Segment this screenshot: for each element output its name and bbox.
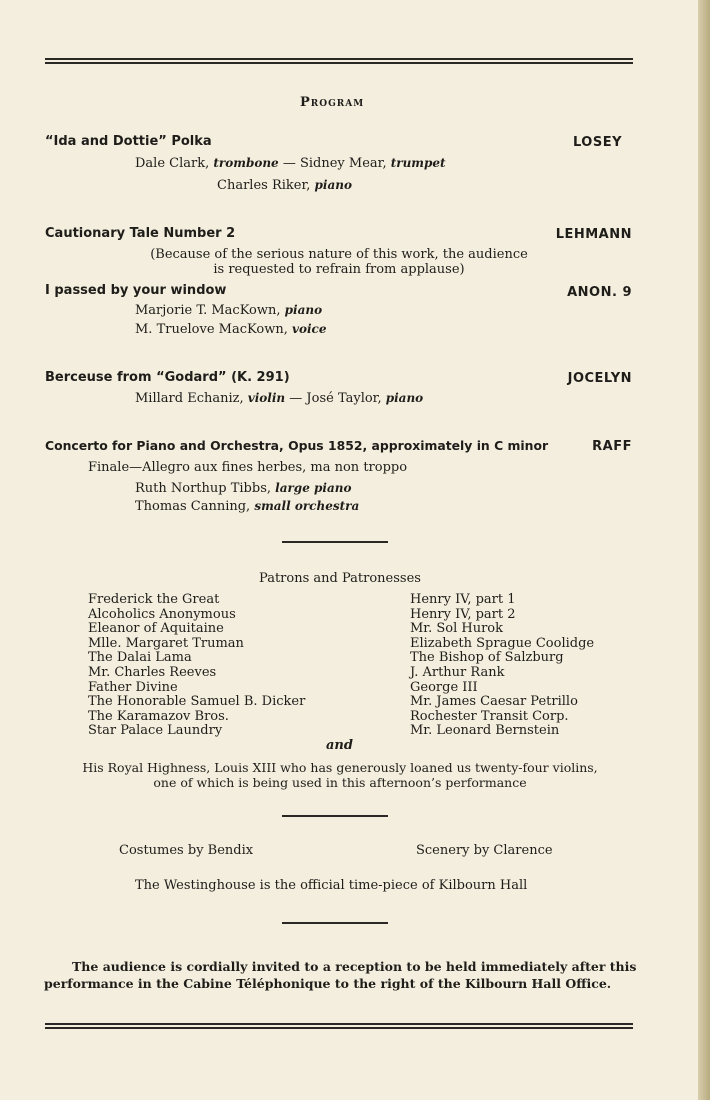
note-line: His Royal Highness, Louis XIII who has generously loaned us twenty-four violins, [82, 760, 598, 775]
performer-name: Marjorie T. MacKown, [135, 303, 285, 318]
performer-role: piano [284, 303, 323, 317]
patron-name: Henry IV, part 1 [410, 592, 516, 607]
performer-name: M. Truelove MacKown, [135, 322, 292, 337]
performer-line [135, 391, 423, 406]
and-conjunction: and [326, 738, 353, 753]
performer-name: Millard Echaniz, [135, 391, 248, 406]
performer-name: Charles Riker, [217, 178, 315, 193]
performer-name: José Taylor, [306, 391, 386, 406]
performer-line [135, 481, 351, 496]
costumes-credit: Costumes by Bendix [119, 843, 254, 858]
patron-name: Eleanor of Aquitaine [88, 621, 224, 637]
patron-name: Alcoholics Anonymous [88, 606, 236, 622]
patron-name: Henry IV, part 2 [410, 606, 516, 622]
performer-role: trumpet [390, 156, 446, 170]
performer-line [135, 303, 322, 318]
movement-line: Finale—Allegro aux fines herbes, ma non troppo [88, 460, 408, 475]
note-line: (Because of the serious nature of this work, the audience [150, 247, 528, 262]
patron-name: Star Palace Laundry [88, 723, 223, 739]
item-title: Berceuse from “Godard” (K. 291) [45, 370, 290, 385]
performer-role: voice [291, 322, 327, 336]
top-rule [45, 58, 633, 60]
item-composer: LEHMANN [555, 227, 632, 242]
item-composer: LOSEY [572, 135, 622, 150]
patron-name: Father Divine [88, 679, 178, 695]
section-divider [282, 922, 388, 924]
patrons-left-column [88, 593, 305, 739]
item-title: “Ida and Dottie” Polka [45, 134, 212, 149]
item-title: Concerto for Piano and Orchestra, Opus 1852, approximately in C minor [45, 438, 549, 453]
patron-name: The Karamazov Bros. [88, 708, 229, 724]
reception-notice [44, 958, 636, 992]
bottom-rule [45, 1023, 633, 1025]
item-composer: RAFF [592, 439, 632, 454]
performer-role: large piano [275, 481, 352, 495]
performer-name: Sidney Mear, [299, 156, 391, 171]
patron-name: George III [410, 679, 478, 695]
performer-role: trombone [213, 156, 279, 170]
patron-name: Mlle. Margaret Truman [88, 635, 244, 651]
patron-name: Mr. Sol Hurok [410, 621, 504, 637]
performer-role: piano [314, 178, 352, 192]
patron-name: J. Arthur Rank [410, 664, 505, 680]
patrons-right-column [410, 593, 594, 739]
patron-name: Mr. Leonard Bernstein [410, 723, 560, 739]
patron-name: The Honorable Samuel B. Dicker [88, 694, 306, 710]
note-line: performance in the Cabine Téléphonique to the right of the Kilbourn Hall Office. [44, 976, 612, 991]
royal-note [40, 760, 640, 790]
page-edge [698, 0, 710, 1100]
separator: — [278, 156, 300, 171]
patron-name: Rochester Transit Corp. [410, 708, 569, 724]
patrons-heading: Patrons and Patronesses [259, 571, 421, 586]
item-title: I passed by your window [45, 283, 227, 298]
performer-name: Ruth Northup Tibbs, [135, 481, 276, 496]
performer-role: small orchestra [254, 499, 360, 513]
performer-role: violin [247, 391, 286, 405]
patron-name: Frederick the Great [88, 592, 220, 607]
patron-name: Mr. James Caesar Petrillo [410, 694, 578, 710]
scenery-credit: Scenery by Clarence [416, 843, 553, 858]
performer-role: piano [385, 391, 424, 405]
item-composer: JOCELYN [567, 371, 632, 386]
patron-name: Elizabeth Sprague Coolidge [410, 635, 595, 651]
patron-name: Mr. Charles Reeves [88, 664, 217, 680]
performer-name: Thomas Canning, [135, 499, 255, 514]
top-rule [45, 62, 633, 64]
performer-line [217, 178, 352, 193]
bottom-rule [45, 1027, 633, 1029]
program-title: Program [300, 95, 365, 110]
patron-name: The Bishop of Salzburg [410, 650, 564, 666]
note-line: The audience is cordially invited to a reception to be held immediately after this [72, 959, 637, 974]
performer-line [135, 322, 326, 337]
applause-note [148, 247, 530, 277]
separator: — [285, 391, 307, 406]
item-title: Cautionary Tale Number 2 [45, 226, 236, 241]
performer-name: Dale Clark, [135, 156, 214, 171]
section-divider [282, 815, 388, 817]
item-composer: ANON. 9 [567, 285, 632, 300]
patron-name: The Dalai Lama [88, 650, 192, 666]
performer-line [135, 156, 446, 171]
performer-line [135, 499, 359, 514]
note-line: is requested to refrain from applause) [213, 262, 465, 277]
timepiece-credit: The Westinghouse is the official time-piece of Kilbourn Hall [135, 878, 528, 893]
note-line: one of which is being used in this afternoon’s performance [153, 775, 527, 790]
section-divider [282, 541, 388, 543]
